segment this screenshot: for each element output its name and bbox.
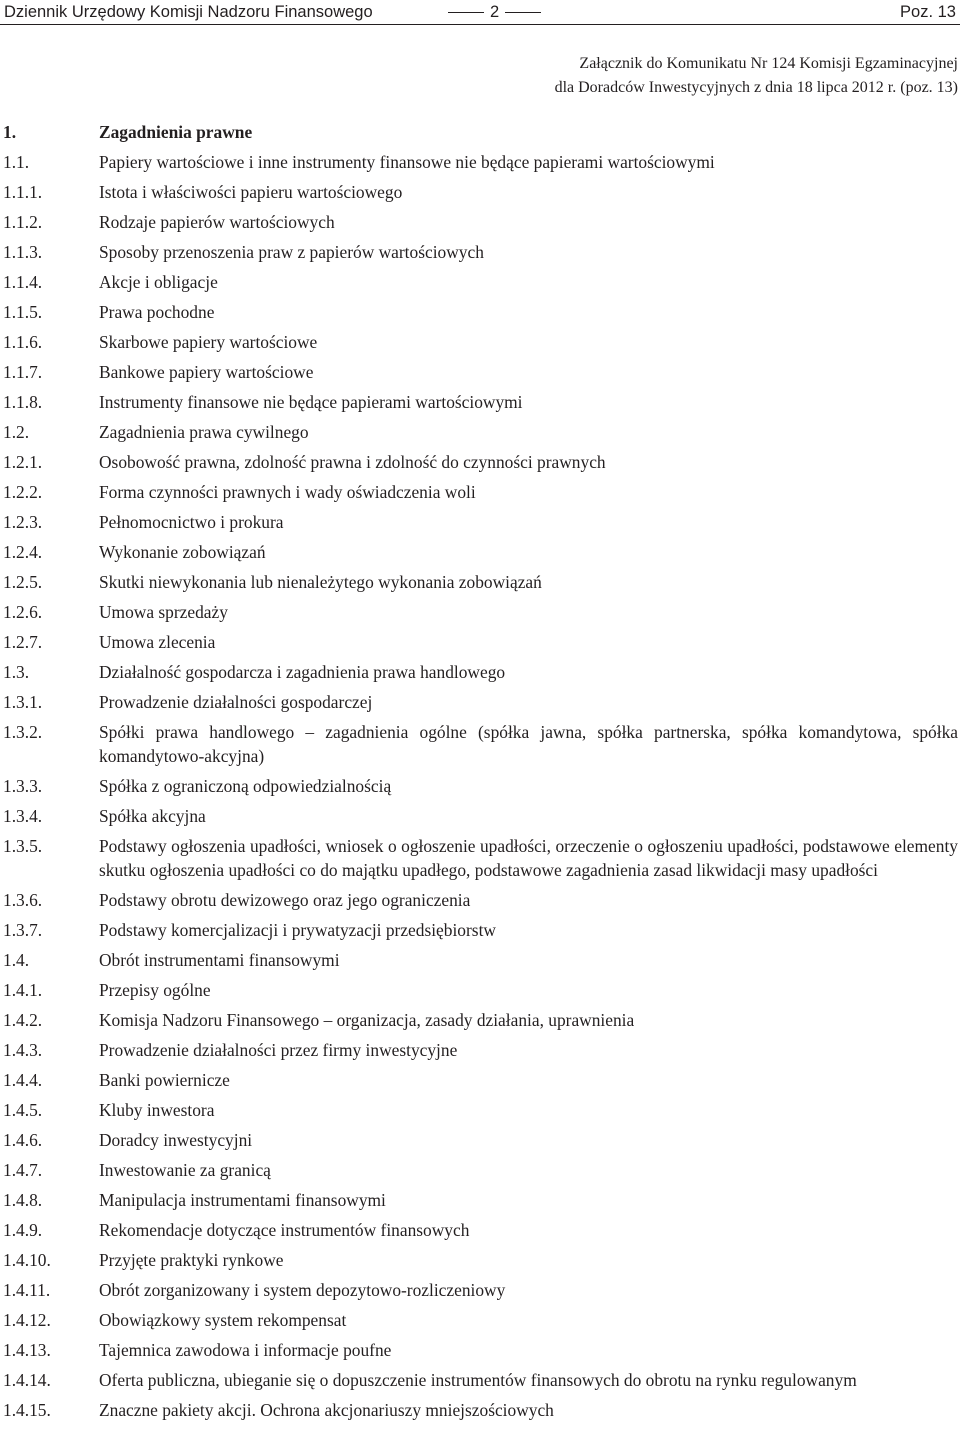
section-number: 1.4.1. bbox=[3, 980, 43, 1000]
section-title: Przepisy ogólne bbox=[99, 980, 211, 1000]
section-number: 1.3.3. bbox=[3, 776, 43, 796]
section-row bbox=[3, 450, 958, 474]
section-row bbox=[3, 120, 958, 144]
section-number: 1.2.3. bbox=[3, 512, 43, 532]
table-of-contents bbox=[3, 120, 958, 1428]
section-number: 1.1. bbox=[3, 152, 30, 172]
section-row bbox=[3, 1068, 958, 1092]
section-title: Doradcy inwestycyjni bbox=[99, 1130, 253, 1150]
section-title: Manipulacja instrumentami finansowymi bbox=[99, 1190, 386, 1210]
position-label: Poz. 13 bbox=[900, 3, 956, 21]
section-title: Tajemnica zawodowa i informacje poufne bbox=[99, 1340, 392, 1360]
section-number: 1.1.8. bbox=[3, 392, 43, 412]
section-row bbox=[3, 1308, 958, 1332]
section-row bbox=[3, 978, 958, 1002]
section-number: 1.3.1. bbox=[3, 692, 43, 712]
page-header bbox=[0, 0, 960, 25]
section-number: 1.4.2. bbox=[3, 1010, 43, 1030]
header-rule bbox=[0, 24, 960, 25]
section-title: Znaczne pakiety akcji. Ochrona akcjonariuszy mniejszościowych bbox=[99, 1400, 554, 1420]
section-row bbox=[3, 540, 958, 564]
section-number: 1.4.13. bbox=[3, 1340, 51, 1360]
section-number: 1.4.8. bbox=[3, 1190, 43, 1210]
section-title: Bankowe papiery wartościowe bbox=[99, 362, 314, 382]
section-row bbox=[3, 1188, 958, 1212]
section-number: 1.1.4. bbox=[3, 272, 43, 292]
section-title: Banki powiernicze bbox=[99, 1070, 230, 1090]
section-row bbox=[3, 210, 958, 234]
page-number bbox=[442, 1, 547, 23]
section-number: 1.4.14. bbox=[3, 1370, 51, 1390]
section-row bbox=[3, 948, 958, 972]
section-number: 1.1.2. bbox=[3, 212, 43, 232]
section-title: Wykonanie zobowiązań bbox=[99, 542, 266, 562]
annex-line-1: Załącznik do Komunikatu Nr 124 Komisji Egzaminacyjnej bbox=[579, 55, 958, 72]
section-number: 1.3.7. bbox=[3, 920, 43, 940]
section-row bbox=[3, 1008, 958, 1032]
section-title: Podstawy obrotu dewizowego oraz jego ograniczenia bbox=[99, 890, 471, 910]
section-title: Umowa zlecenia bbox=[99, 632, 216, 652]
section-row bbox=[3, 1368, 958, 1392]
section-title: Spółka z ograniczoną odpowiedzialnością bbox=[99, 776, 392, 796]
section-row bbox=[3, 1248, 958, 1272]
section-row bbox=[3, 918, 958, 942]
section-row bbox=[3, 888, 958, 912]
section-number: 1.3.4. bbox=[3, 806, 43, 826]
section-title: Umowa sprzedaży bbox=[99, 602, 228, 622]
section-row bbox=[3, 150, 958, 174]
section-number: 1.4.6. bbox=[3, 1130, 43, 1150]
section-title: Prowadzenie działalności przez firmy inwestycyjne bbox=[99, 1040, 458, 1060]
section-number: 1.3. bbox=[3, 662, 30, 682]
section-row bbox=[3, 1158, 958, 1182]
section-title: Zagadnienia prawa cywilnego bbox=[99, 422, 309, 442]
section-title: Kluby inwestora bbox=[99, 1100, 215, 1120]
section-title: Spółki prawa handlowego – zagadnienia ogólne (spółka jawna, spółka partnerska, spółka komandytowa, spółka komandytowo-akcyjna) bbox=[99, 722, 958, 766]
section-number: 1.1.5. bbox=[3, 302, 43, 322]
page-number-dash-right bbox=[505, 12, 541, 13]
section-number: 1.4.9. bbox=[3, 1220, 43, 1240]
section-row bbox=[3, 660, 958, 684]
section-row bbox=[3, 390, 958, 414]
section-title: Spółka akcyjna bbox=[99, 806, 206, 826]
section-number: 1.2. bbox=[3, 422, 30, 442]
section-number: 1.4.12. bbox=[3, 1310, 51, 1330]
section-number: 1.4.15. bbox=[3, 1400, 51, 1420]
section-number: 1.3.2. bbox=[3, 722, 43, 742]
section-number: 1.4.7. bbox=[3, 1160, 43, 1180]
section-title: Pełnomocnictwo i prokura bbox=[99, 512, 284, 532]
section-row bbox=[3, 510, 958, 534]
section-row bbox=[3, 720, 958, 768]
page-number-dash-left bbox=[448, 12, 484, 13]
section-row bbox=[3, 480, 958, 504]
section-row bbox=[3, 1218, 958, 1242]
section-title: Istota i właściwości papieru wartościowego bbox=[99, 182, 403, 202]
section-number: 1.4. bbox=[3, 950, 30, 970]
section-row bbox=[3, 630, 958, 654]
section-number: 1.3.6. bbox=[3, 890, 43, 910]
section-row bbox=[3, 804, 958, 828]
section-title: Działalność gospodarcza i zagadnienia prawa handlowego bbox=[99, 662, 506, 682]
section-number: 1.1.1. bbox=[3, 182, 43, 202]
section-number: 1.2.5. bbox=[3, 572, 43, 592]
section-row bbox=[3, 270, 958, 294]
section-title: Oferta publiczna, ubieganie się o dopuszczenie instrumentów finansowych do obrotu na rynku regulowanym bbox=[99, 1370, 857, 1390]
section-number: 1.4.11. bbox=[3, 1280, 51, 1300]
section-row bbox=[3, 1098, 958, 1122]
section-title: Prowadzenie działalności gospodarczej bbox=[99, 692, 373, 712]
section-number: 1.2.1. bbox=[3, 452, 43, 472]
section-row bbox=[3, 834, 958, 882]
section-row bbox=[3, 690, 958, 714]
section-number: 1.1.3. bbox=[3, 242, 43, 262]
section-row bbox=[3, 1038, 958, 1062]
journal-title: Dziennik Urzędowy Komisji Nadzoru Finansowego bbox=[4, 3, 373, 21]
section-row bbox=[3, 240, 958, 264]
section-number: 1.3.5. bbox=[3, 836, 43, 856]
section-title: Papiery wartościowe i inne instrumenty finansowe nie będące papierami wartościowymi bbox=[99, 152, 715, 172]
section-row bbox=[3, 420, 958, 444]
section-title: Akcje i obligacje bbox=[99, 272, 218, 292]
section-number: 1.1.6. bbox=[3, 332, 43, 352]
section-row bbox=[3, 330, 958, 354]
section-row bbox=[3, 600, 958, 624]
section-number: 1.2.7. bbox=[3, 632, 43, 652]
section-title: Podstawy ogłoszenia upadłości, wniosek o ogłoszenie upadłości, orzeczenie o ogłoszeniu upadłości, podstawowe elementy skutku ogłoszenia upadłości co do majątku upadłego, podstawowe zagadnienia zasad likwidacji masy upadłości bbox=[99, 836, 958, 880]
section-number: 1.4.5. bbox=[3, 1100, 43, 1120]
section-row bbox=[3, 570, 958, 594]
section-title: Forma czynności prawnych i wady oświadczenia woli bbox=[99, 482, 476, 502]
section-number: 1.2.6. bbox=[3, 602, 43, 622]
section-number: 1. bbox=[3, 122, 17, 142]
section-title: Osobowość prawna, zdolność prawna i zdolność do czynności prawnych bbox=[99, 452, 606, 472]
section-row bbox=[3, 1338, 958, 1362]
section-row bbox=[3, 300, 958, 324]
section-title: Skutki niewykonania lub nienależytego wykonania zobowiązań bbox=[99, 572, 542, 592]
section-row bbox=[3, 774, 958, 798]
section-row bbox=[3, 1398, 958, 1422]
section-title: Zagadnienia prawne bbox=[99, 122, 253, 142]
section-number: 1.4.3. bbox=[3, 1040, 43, 1060]
section-number: 1.2.4. bbox=[3, 542, 43, 562]
section-number: 1.4.4. bbox=[3, 1070, 43, 1090]
section-title: Skarbowe papiery wartościowe bbox=[99, 332, 318, 352]
annex-note bbox=[358, 52, 958, 100]
section-title: Obrót instrumentami finansowymi bbox=[99, 950, 340, 970]
section-title: Sposoby przenoszenia praw z papierów wartościowych bbox=[99, 242, 484, 262]
page-number-value: 2 bbox=[490, 3, 500, 21]
section-row bbox=[3, 1278, 958, 1302]
section-title: Rekomendacje dotyczące instrumentów finansowych bbox=[99, 1220, 470, 1240]
section-row bbox=[3, 1128, 958, 1152]
section-title: Obowiązkowy system rekompensat bbox=[99, 1310, 347, 1330]
annex-line-2: dla Doradców Inwestycyjnych z dnia 18 lipca 2012 r. (poz. 13) bbox=[554, 79, 958, 96]
section-title: Instrumenty finansowe nie będące papierami wartościowymi bbox=[99, 392, 523, 412]
section-title: Podstawy komercjalizacji i prywatyzacji przedsiębiorstw bbox=[99, 920, 496, 940]
section-number: 1.4.10. bbox=[3, 1250, 51, 1270]
section-number: 1.2.2. bbox=[3, 482, 43, 502]
section-title: Rodzaje papierów wartościowych bbox=[99, 212, 335, 232]
section-number: 1.1.7. bbox=[3, 362, 43, 382]
section-title: Komisja Nadzoru Finansowego – organizacja, zasady działania, uprawnienia bbox=[99, 1010, 635, 1030]
section-title: Prawa pochodne bbox=[99, 302, 215, 322]
section-title: Przyjęte praktyki rynkowe bbox=[99, 1250, 284, 1270]
section-title: Inwestowanie za granicą bbox=[99, 1160, 271, 1180]
section-row bbox=[3, 180, 958, 204]
section-title: Obrót zorganizowany i system depozytowo-rozliczeniowy bbox=[99, 1280, 506, 1300]
section-row bbox=[3, 360, 958, 384]
